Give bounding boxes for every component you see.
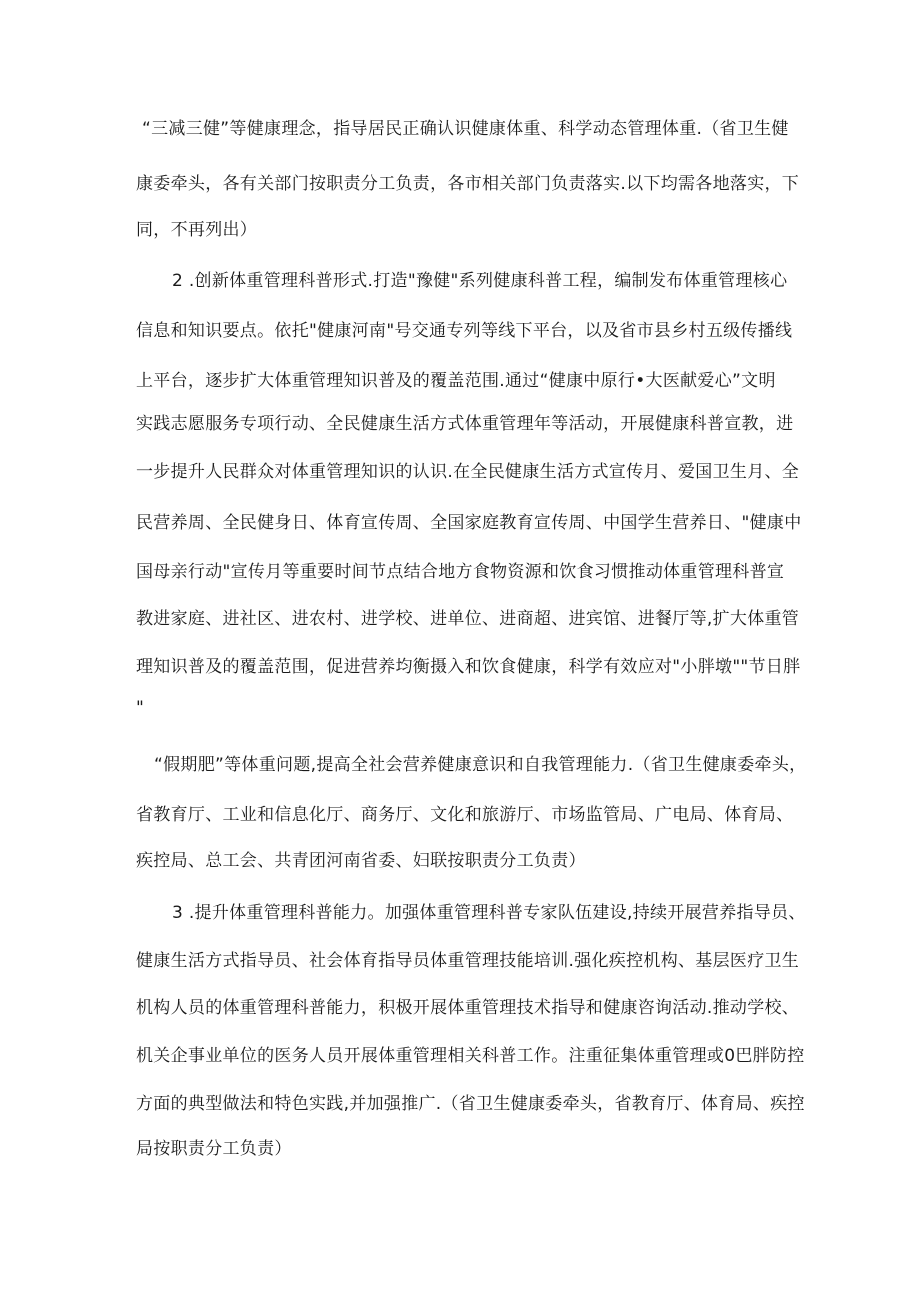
text-line: 信息和知识要点。依托"健康河南"号交通专列等线下平台，以及省市县乡村五级传播线 [136, 321, 793, 341]
text-line: 一步提升人民群众对体重管理知识的认识.在全民健康生活方式宣传月、爱国卫生月、全 [136, 462, 800, 482]
text-line: 理知识普及的覆盖范围，促进营养均衡摄入和饮食健康，科学有效应对"小胖墩""节日胖 [136, 657, 801, 677]
text-line: 教进家庭、进社区、进农村、进学校、进单位、进商超、进宾馆、进餐厅等,扩大体重管 [136, 609, 800, 629]
text-line: 机构人员的体重管理科普能力，积极开展体重管理技术指导和健康咨询活动.推动学校、 [136, 998, 800, 1018]
text-line: 国母亲行动"宣传月等重要时间节点结合地方食物资源和饮食习惯推动体重管理科普宣 [136, 562, 785, 582]
text-line: 2 .创新体重管理科普形式.打造"豫健"系列健康科普工程，编制发布体重管理核心 [172, 271, 788, 291]
text-line: 机关企事业单位的医务人员开展体重管理相关科普工作。注重征集体重管理或0巴胖防控 [136, 1046, 805, 1066]
text-line: 上平台，逐步扩大体重管理知识普及的覆盖范围.通过“健康中原行•大医献爱心”文明 [136, 371, 776, 391]
text-line: 疾控局、总工会、共青团河南省委、妇联按职责分工负责） [136, 851, 586, 871]
text-line: “三减三健”等健康理念，指导居民正确认识健康体重、科学动态管理体重.（省卫生健 [142, 119, 789, 139]
text-line: 方面的典型做法和特色实践,并加强推广.（省卫生健康委牵头，省教育厅、体育局、疾控 [136, 1094, 805, 1114]
text-line: 3 .提升体重管理科普能力。加强体重管理科普专家队伍建设,持续开展营养指导员、 [172, 903, 806, 923]
text-line: 民营养周、全民健身日、体育宣传周、全国家庭教育宣传周、中国学生营养日、"健康中 [136, 513, 802, 533]
text-line: 康委牵头，各有关部门按职责分工负责，各市相关部门负责落实.以下均需各地落实，下 [136, 174, 800, 194]
text-line: 健康生活方式指导员、社会体育指导员体重管理技能培训.强化疾控机构、基层医疗卫生 [136, 951, 800, 971]
text-line: “假期肥”等体重问题,提高全社会营养健康意识和自我管理能力.（省卫生健康委牵头， [154, 755, 807, 775]
text-line: 同，不再列出） [136, 220, 258, 240]
text-line: 局按职责分工负责） [136, 1139, 292, 1159]
text-line: 省教育厅、工业和信息化厅、商务厅、文化和旅游厅、市场监管局、广电局、体育局、 [136, 805, 794, 825]
text-line: 实践志愿服务专项行动、全民健康生活方式体重管理年等活动，开展健康科普宣教，进 [136, 414, 794, 434]
text-line: " [136, 698, 145, 718]
